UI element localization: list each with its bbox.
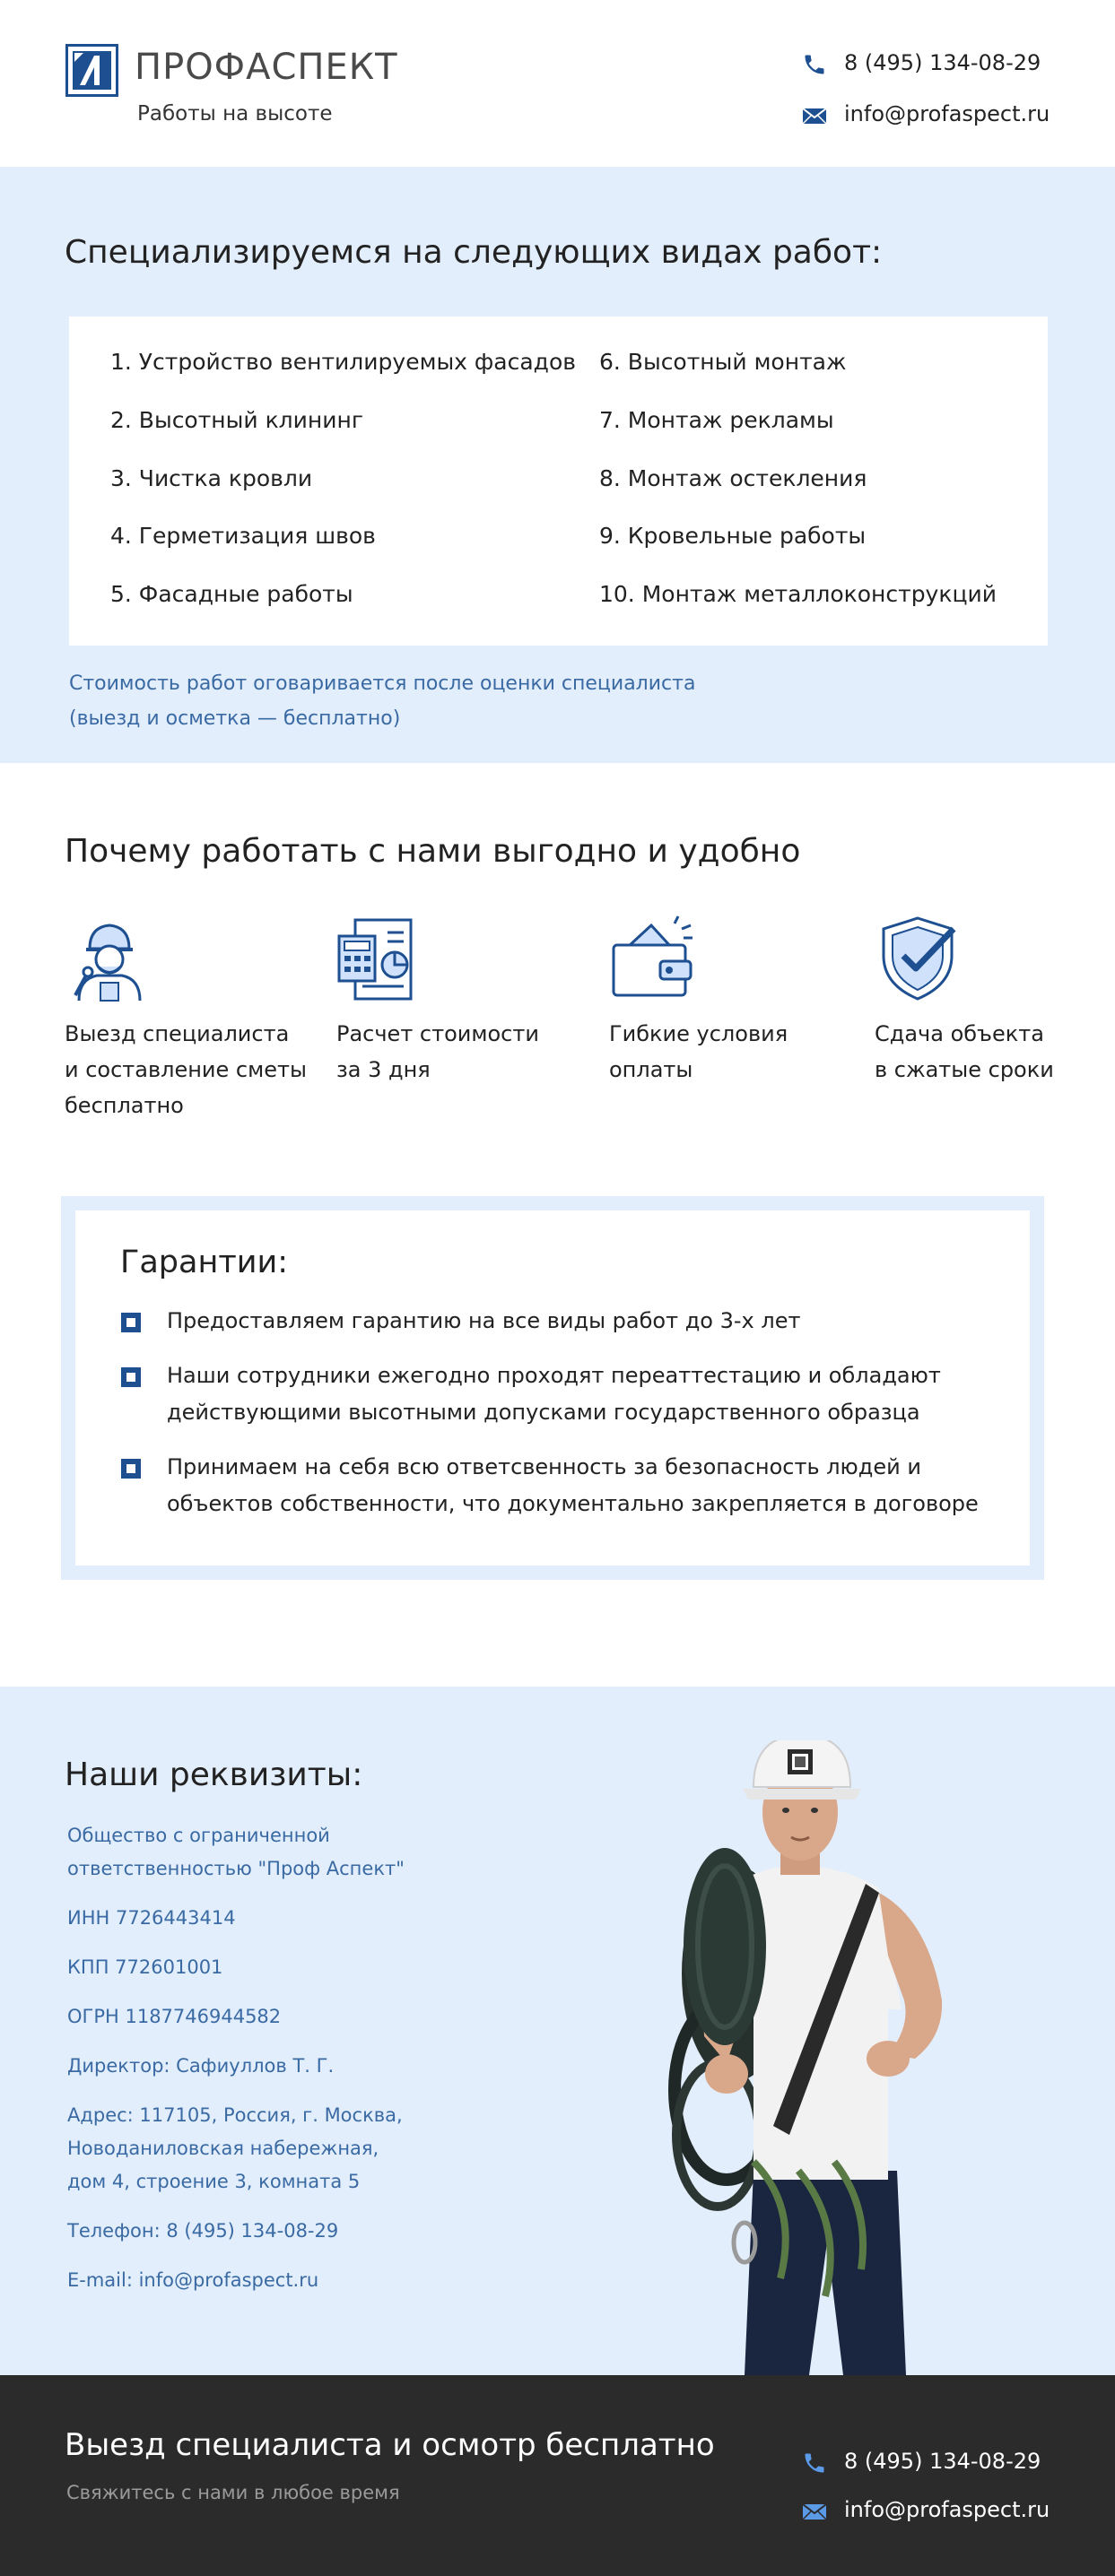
- director: Директор: Сафиуллов Т. Г.: [67, 2055, 335, 2077]
- service-item: 6. Высотный монтаж: [599, 349, 847, 375]
- service-item: 3. Чистка кровли: [110, 465, 313, 491]
- company-line: Общество с ограниченной: [67, 1825, 330, 1846]
- guarantee-line: объектов собственности, что документально закрепляется в договоре: [167, 1491, 979, 1516]
- feature-line: оплаты: [609, 1057, 693, 1082]
- feature-line: за 3 дня: [336, 1057, 431, 1082]
- service-item: 9. Кровельные работы: [599, 523, 867, 549]
- worker-icon: [65, 913, 154, 1002]
- footer: [0, 2375, 1115, 2576]
- guarantees-title: Гарантии:: [120, 1245, 289, 1280]
- guarantee-line: Предоставляем гарантию на все виды работ до 3-х лет: [167, 1308, 801, 1333]
- guarantee-item: [167, 1449, 979, 1522]
- specialization-card: [69, 317, 1048, 646]
- phone-icon: [802, 52, 827, 77]
- header: [0, 0, 1115, 167]
- inn: ИНН 7726443414: [67, 1907, 236, 1929]
- header-email-text[interactable]: info@profaspect.ru: [844, 101, 1050, 126]
- address: [67, 2099, 403, 2199]
- guarantee-line: Принимаем на себя всю ответсвенность за безопасность людей и: [167, 1454, 921, 1479]
- logo-icon[interactable]: [65, 44, 118, 97]
- service-item: 8. Монтаж остекления: [599, 465, 867, 491]
- shield-check-icon: [873, 913, 963, 1002]
- requisites-title: Наши реквизиты:: [65, 1756, 363, 1793]
- wallet-icon: [608, 913, 698, 1002]
- feature-text: [65, 1016, 307, 1123]
- service-item: 5. Фасадные работы: [110, 581, 353, 607]
- guarantee-item: [167, 1303, 800, 1340]
- square-bullet-icon: [121, 1367, 141, 1387]
- envelope-icon: [802, 2499, 827, 2524]
- feature-text: [609, 1016, 788, 1088]
- footer-phone-text[interactable]: 8 (495) 134-08-29: [844, 2449, 1041, 2474]
- requisites-email[interactable]: E-mail: info@profaspect.ru: [67, 2269, 319, 2291]
- footer-title: Выезд специалиста и осмотр бесплатно: [65, 2427, 715, 2463]
- feature-line: в сжатые сроки: [875, 1057, 1054, 1082]
- guarantees-block: [61, 1196, 1044, 1580]
- service-item: 2. Высотный клининг: [110, 407, 363, 433]
- calculator-document-icon: [335, 913, 425, 1002]
- feature-line: бесплатно: [65, 1093, 184, 1118]
- specialization-title: Специализируемся на следующих видах работ:: [65, 234, 883, 271]
- feature-text: [875, 1016, 1054, 1088]
- price-note-line: Стоимость работ оговаривается после оценки специалиста: [69, 672, 696, 695]
- header-phone-text[interactable]: 8 (495) 134-08-29: [844, 50, 1041, 75]
- service-item: 4. Герметизация швов: [110, 523, 376, 549]
- feature-line: Сдача объекта: [875, 1021, 1044, 1046]
- tagline: Работы на высоте: [137, 102, 333, 126]
- service-item: 1. Устройство вентилируемых фасадов: [110, 349, 576, 375]
- address-line: дом 4, строение 3, комната 5: [67, 2171, 361, 2192]
- company-line: ответственностью "Проф Аспект": [67, 1858, 405, 1879]
- square-bullet-icon: [121, 1313, 141, 1332]
- footer-subtitle: Свяжитесь с нами в любое время: [66, 2482, 400, 2503]
- guarantee-line: Наши сотрудники ежегодно проходят переаттестацию и обладают: [167, 1363, 941, 1388]
- service-item: 7. Монтаж рекламы: [599, 407, 834, 433]
- square-bullet-icon: [121, 1459, 141, 1479]
- company-name: [67, 1819, 405, 1886]
- guarantees-card: [75, 1210, 1030, 1566]
- feature-line: и составление сметы: [65, 1057, 307, 1082]
- ogrn: ОГРН 1187746944582: [67, 2006, 282, 2027]
- feature-line: Расчет стоимости: [336, 1021, 539, 1046]
- feature-line: Выезд специалиста: [65, 1021, 290, 1046]
- logo-text[interactable]: ПРОФАСПЕКТ: [135, 47, 398, 88]
- envelope-icon: [802, 103, 827, 128]
- price-note-line: (выезд и осметка — бесплатно): [69, 707, 401, 730]
- phone-icon: [802, 2450, 827, 2476]
- address-line: Адрес: 117105, Россия, г. Москва,: [67, 2104, 403, 2126]
- why-title: Почему работать с нами выгодно и удобно: [65, 833, 801, 870]
- service-item: 10. Монтаж металлоконструкций: [599, 581, 997, 607]
- feature-text: [336, 1016, 539, 1088]
- specialization-section: [0, 167, 1115, 763]
- footer-email-text[interactable]: info@profaspect.ru: [844, 2497, 1050, 2522]
- kpp: КПП 772601001: [67, 1956, 223, 1978]
- requisites-section: [0, 1687, 1115, 2375]
- requisites-phone[interactable]: Телефон: 8 (495) 134-08-29: [67, 2220, 339, 2242]
- address-line: Новоданиловская набережная,: [67, 2138, 379, 2159]
- feature-line: Гибкие условия: [609, 1021, 788, 1046]
- worker-photo: [619, 1740, 1014, 2375]
- guarantee-item: [167, 1357, 941, 1431]
- guarantee-line: действующими высотными допусками государственного образца: [167, 1400, 920, 1425]
